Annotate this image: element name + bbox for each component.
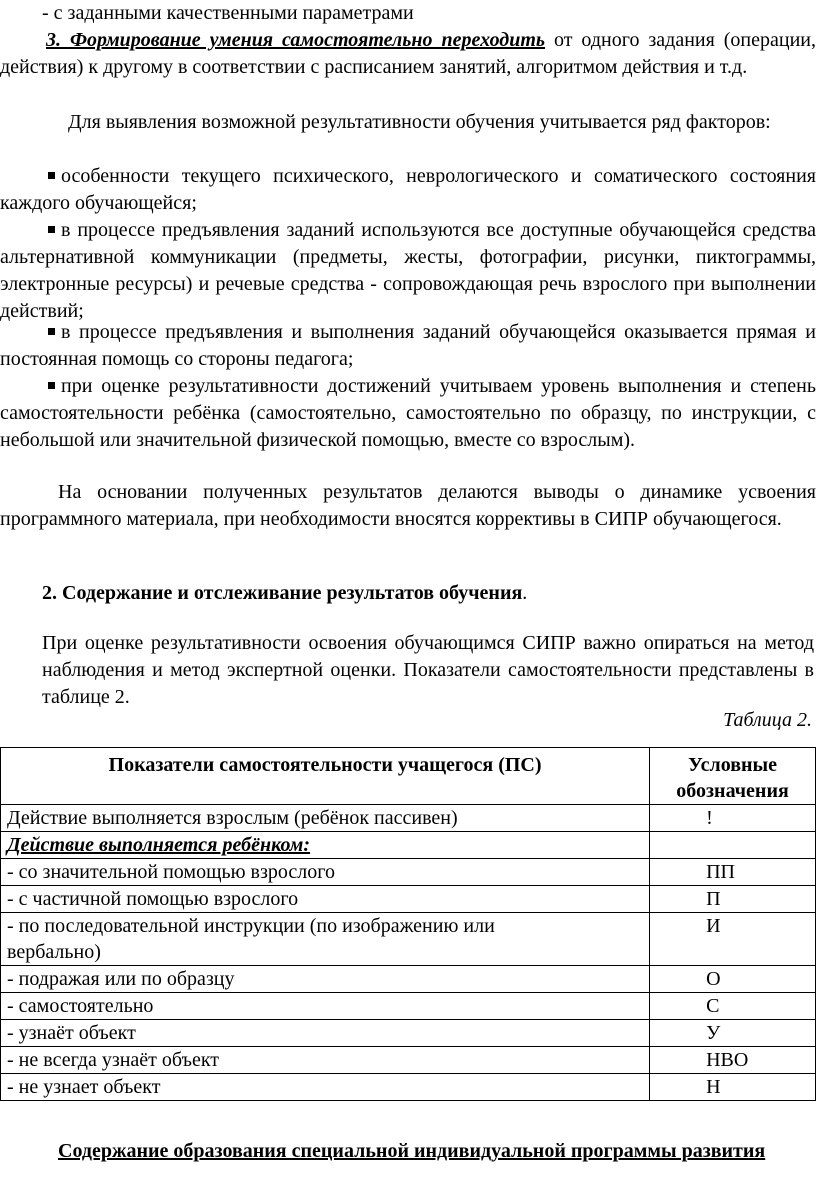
row-label: - подражая или по образцу	[1, 966, 650, 993]
section2-dot: .	[522, 582, 528, 604]
table-caption: Таблица 2.	[723, 709, 812, 731]
bullet-2	[0, 217, 816, 325]
row-code: С	[650, 993, 816, 1020]
table-row	[1, 1020, 816, 1047]
row-label: Действие выполняется ребёнком:	[1, 832, 650, 859]
bullet-3	[0, 319, 816, 373]
row-code: ПП	[650, 859, 816, 886]
table-row	[1, 993, 816, 1020]
row-code: И	[650, 913, 816, 966]
independence-table	[0, 747, 816, 1101]
square-bullet-icon	[48, 226, 55, 233]
section2-heading	[42, 580, 812, 607]
item3-rest: от одного задания (операции, действия) к другому в соответствии с расписанием занятий, алгоритмом действия и т.д.	[0, 29, 816, 78]
bullet-1	[0, 163, 816, 217]
bullet-3-text: в процессе предъявления и выполнения заданий обучающейся оказывается прямая и постоянная помощь со стороны педагога;	[0, 321, 816, 370]
row-code	[650, 832, 816, 859]
square-bullet-icon	[48, 382, 55, 389]
line-top: - с заданными качественными параметрами	[42, 2, 414, 24]
square-bullet-icon	[48, 328, 55, 335]
bullet-2-text: в процессе предъявления заданий используются все доступные обучающейся средства альтернативной коммуникации (предметы, жесты, фотографии, рисунки, пиктограммы, электронные ресурсы) и речевые средства - сопровождающая речь взрослого при выполнении действий;	[0, 219, 816, 322]
item3-title: 3. Формирование умения самостоятельно переходить	[46, 29, 546, 51]
row-code: НВО	[650, 1047, 816, 1074]
row-code: Н	[650, 1074, 816, 1101]
row-label: - узнаёт объект	[1, 1020, 650, 1047]
square-bullet-icon	[48, 172, 55, 179]
table-row	[1, 859, 816, 886]
bullet-1-text: особенности текущего психического, неврологического и соматического состояния каждого обучающейся;	[0, 165, 816, 214]
row-code: О	[650, 966, 816, 993]
row-code: !	[650, 805, 816, 832]
row-label: - самостоятельно	[1, 993, 650, 1020]
item3-paragraph	[0, 27, 816, 81]
row-label: - со значительной помощью взрослого	[1, 859, 650, 886]
bottom-heading: Содержание образования специальной индивидуальной программы развития	[58, 1140, 766, 1162]
table-row	[1, 832, 816, 859]
factors-intro: Для выявления возможной результативности обучения учитывается ряд факторов:	[68, 111, 771, 133]
header-symbols: Условные обозначения	[650, 748, 816, 805]
table-row	[1, 886, 816, 913]
row-code: П	[650, 886, 816, 913]
row-label: - с частичной помощью взрослого	[1, 886, 650, 913]
row-label: Действие выполняется взрослым (ребёнок пассивен)	[1, 805, 650, 832]
row-label: - не узнает объект	[1, 1074, 650, 1101]
table-row	[1, 1074, 816, 1101]
table-row	[1, 1047, 816, 1074]
conclusion-paragraph: На основании полученных результатов делаются выводы о динамике усвоения программного материала, при необходимости вносятся коррективы в СИПР обучающегося.	[0, 481, 816, 530]
table-header-row	[1, 748, 816, 805]
section2-title: 2. Содержание и отслеживание результатов обучения	[42, 582, 523, 604]
bullet-4	[0, 373, 816, 454]
bullet-4-text: при оценке результативности достижений учитываем уровень выполнения и степень самостоятельности ребёнка (самостоятельно, самостоятельно по образцу, по инструкции, с небольшой или значительной физической помощью, вместе со взрослым).	[0, 375, 816, 451]
section2-text: При оценке результативности освоения обучающимся СИПР важно опираться на метод наблюдения и метод экспертной оценки. Показатели самостоятельности представлены в таблице 2.	[42, 632, 814, 708]
table-row	[1, 805, 816, 832]
row-code: У	[650, 1020, 816, 1047]
row-label: - не всегда узнаёт объект	[1, 1047, 650, 1074]
header-indicators: Показатели самостоятельности учащегося (ПС)	[1, 748, 650, 805]
table-row	[1, 966, 816, 993]
row-label: - по последовательной инструкции (по изображению или вербально)	[1, 913, 650, 966]
table-row	[1, 913, 816, 966]
